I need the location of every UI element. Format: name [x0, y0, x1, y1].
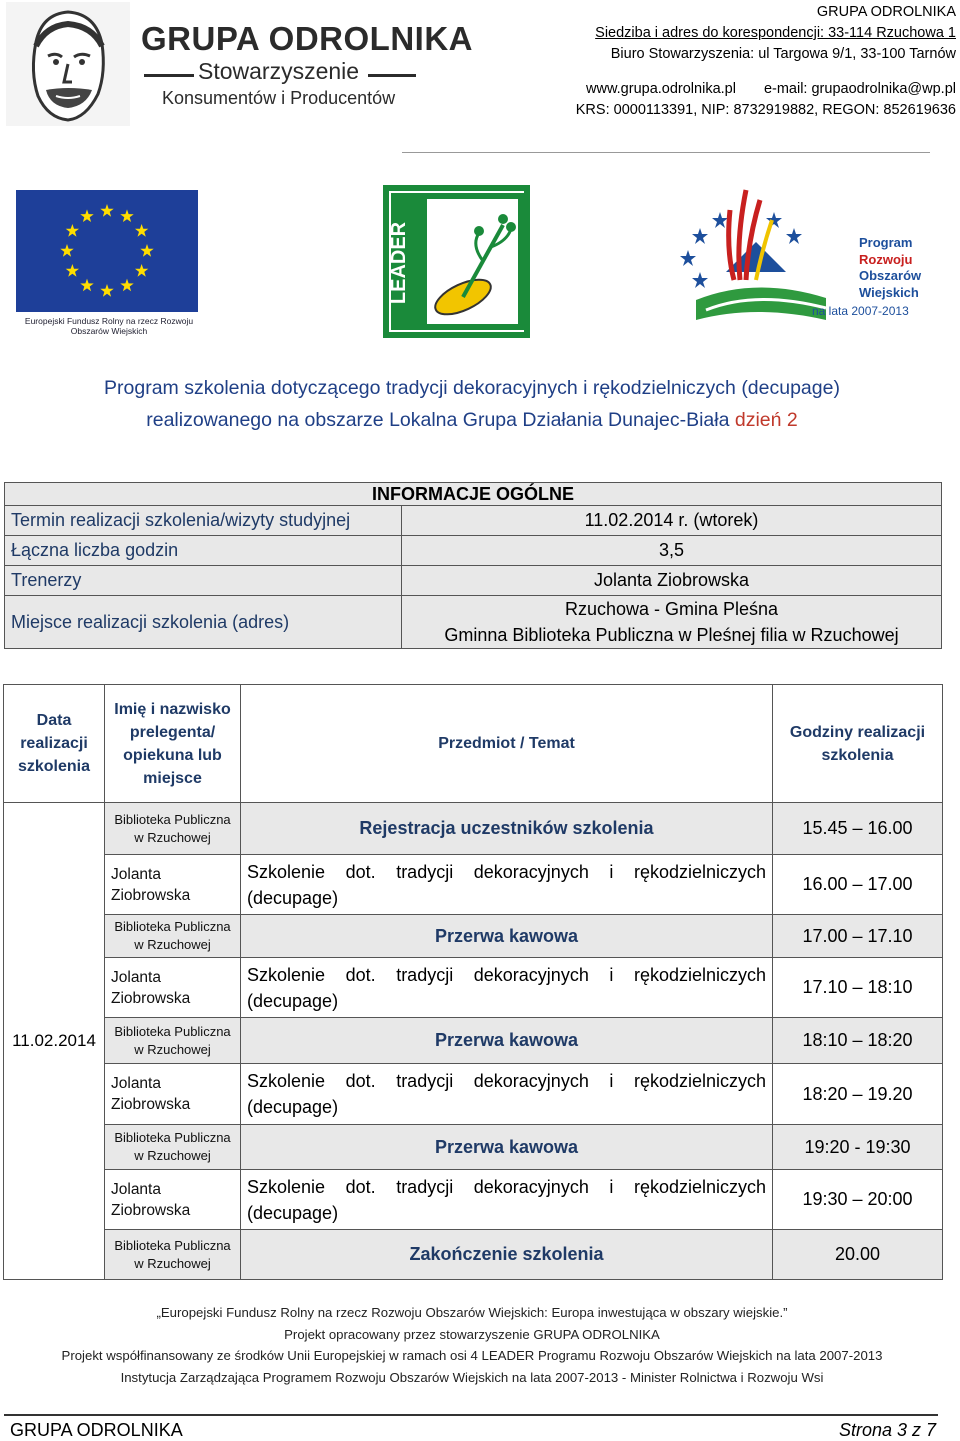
eu-caption: Europejski Fundusz Rolny na rzecz Rozwoju Obszarów Wiejskich	[24, 316, 194, 336]
leader-emblem-icon	[383, 185, 530, 338]
info-value: 3,5	[402, 536, 942, 566]
org-name: GRUPA ODROLNIKA	[816, 4, 956, 20]
leader-logo	[383, 185, 530, 338]
info-value: 11.02.2014 r. (wtorek)	[402, 506, 942, 536]
footer-org-name: GRUPA ODROLNIKA	[10, 1420, 183, 1440]
table-row	[4, 803, 943, 855]
farmer-face-icon	[6, 2, 130, 126]
row-hours: 18:20 – 19.20	[773, 1064, 943, 1125]
org-registration-ids: KRS: 0000113391, NIP: 8732919882, REGON: 852619636	[575, 102, 956, 118]
info-value-line: Rzuchowa - Gmina Pleśna	[564, 599, 779, 619]
info-value-line: Gminna Biblioteka Publiczna w Pleśnej filia w Rzuchowej	[444, 625, 899, 645]
row-hours: 20.00	[773, 1230, 943, 1280]
eu-star-icon	[60, 244, 73, 257]
eu-star-icon	[66, 264, 79, 277]
row-hours: 17.10 – 18:10	[773, 958, 943, 1018]
row-hours: 19:20 - 19:30	[773, 1125, 943, 1170]
prow-logo	[676, 180, 936, 330]
row-subject: Szkolenie dot. tradycji dekoracyjnych i rękodzielniczych (decupage)	[241, 1064, 773, 1125]
schedule-table	[3, 684, 943, 1280]
prow-title	[859, 235, 921, 301]
table-row	[4, 958, 943, 1018]
logo-divider	[144, 74, 194, 77]
org-website-link[interactable]: www.grupa.odrolnika.pl	[586, 81, 736, 97]
row-subject: Szkolenie dot. tradycji dekoracyjnych i rękodzielniczych (decupage)	[241, 1170, 773, 1230]
eu-stars-icon	[16, 190, 198, 312]
eu-star-icon	[120, 279, 133, 292]
column-header-hours: Godziny realizacji szkolenia	[773, 685, 943, 803]
table-row	[4, 1170, 943, 1230]
org-office-address: Biuro Stowarzyszenia: ul Targowa 9/1, 33-100 Tarnów	[610, 46, 956, 62]
row-trainer: Jolanta Ziobrowska	[105, 1170, 241, 1230]
row-hours: 17.00 – 17.10	[773, 915, 943, 958]
organization-contact	[576, 2, 956, 121]
eu-star-icon	[80, 209, 93, 222]
row-trainer: Jolanta Ziobrowska	[105, 958, 241, 1018]
row-location: Biblioteka Publiczna w Rzuchowej	[105, 1018, 241, 1064]
eu-flag-logo	[16, 190, 198, 340]
prow-line: Rozwoju	[859, 251, 913, 267]
row-subject: Przerwa kawowa	[241, 1125, 773, 1170]
table-row	[4, 855, 943, 915]
eu-star-icon	[135, 264, 148, 277]
leader-text: LEADER	[388, 221, 410, 305]
row-trainer: Jolanta Ziobrowska	[105, 855, 241, 915]
schedule-date: 11.02.2014	[4, 803, 105, 1280]
eu-star-icon	[100, 204, 113, 217]
logo-subtitle: Stowarzyszenie	[198, 58, 360, 84]
footer-line: Projekt opracowany przez stowarzyszenie GRUPA ODROLNIKA	[284, 1326, 660, 1342]
eu-star-icon	[100, 284, 113, 297]
info-heading: INFORMACJE OGÓLNE	[5, 483, 942, 506]
row-hours: 18:10 – 18:20	[773, 1018, 943, 1064]
page-number: Strona 3 z 7	[838, 1420, 936, 1440]
logo-name: GRUPA ODROLNIKA	[141, 20, 473, 57]
row-subject: Przerwa kawowa	[241, 915, 773, 958]
row-location: Biblioteka Publiczna w Rzuchowej	[105, 1125, 241, 1170]
row-location: Biblioteka Publiczna w Rzuchowej	[105, 915, 241, 958]
info-label: Miejsce realizacji szkolenia (adres)	[5, 596, 402, 649]
row-hours: 16.00 – 17.00	[773, 855, 943, 915]
row-trainer: Jolanta Ziobrowska	[105, 1064, 241, 1125]
row-hours: 15.45 – 16.00	[773, 803, 943, 855]
row-location: Biblioteka Publiczna w Rzuchowej	[105, 1230, 241, 1280]
eu-star-icon	[120, 209, 133, 222]
title-line-2	[0, 404, 944, 436]
org-email-link[interactable]: e-mail: grupaodrolnika@wp.pl	[763, 81, 956, 97]
row-subject: Zakończenie szkolenia	[241, 1230, 773, 1280]
info-label: Trenerzy	[5, 566, 402, 596]
eu-star-icon	[140, 244, 153, 257]
table-row	[4, 1230, 943, 1280]
table-row	[4, 1018, 943, 1064]
table-row	[4, 915, 943, 958]
org-address: Siedziba i adres do korespondencji: 33-114 Rzuchowa 1	[595, 25, 956, 41]
row-subject: Przerwa kawowa	[241, 1018, 773, 1064]
prow-line: Wiejskich	[859, 284, 919, 300]
eu-star-icon	[80, 279, 93, 292]
footer-line: Projekt współfinansowany ze środków Unii Europejskiej w ramach osi 4 LEADER Programu Rozwoju Obszarów Wiejskich na lata 2007-2013	[61, 1348, 883, 1363]
info-value: Jolanta Ziobrowska	[402, 566, 942, 596]
page-title	[0, 372, 944, 436]
row-subject: Szkolenie dot. tradycji dekoracyjnych i rękodzielniczych (decupage)	[241, 958, 773, 1018]
row-subject: Szkolenie dot. tradycji dekoracyjnych i rękodzielniczych (decupage)	[241, 855, 773, 915]
column-header-date: Data realizacji szkolenia	[4, 685, 105, 803]
title-day-highlight: dzień 2	[734, 409, 798, 431]
title-line-1: Program szkolenia dotyczącego tradycji dekoracyjnych i rękodzielniczych (decupage)	[104, 377, 840, 399]
general-info-table	[4, 482, 942, 649]
row-hours: 19:30 – 20:00	[773, 1170, 943, 1230]
column-header-person: Imię i nazwisko prelegenta/ opiekuna lub miejsce	[105, 685, 241, 803]
header-divider	[402, 152, 930, 153]
prow-line: Obszarów	[859, 268, 922, 283]
footer-line: Instytucja Zarządzająca Programem Rozwoju Obszarów Wiejskich na lata 2007-2013 - Minister Rolnictwa i Rozwoju Wsi	[120, 1369, 824, 1385]
row-subject: Rejestracja uczestników szkolenia	[241, 803, 773, 855]
info-label: Termin realizacji szkolenia/wizyty studyjnej	[5, 506, 402, 536]
eu-flag	[16, 190, 198, 312]
eu-star-icon	[66, 224, 79, 237]
prow-line: Program	[859, 235, 913, 250]
column-header-subject: Przedmiot / Temat	[241, 685, 773, 803]
row-location: Biblioteka Publiczna w Rzuchowej	[105, 803, 241, 855]
info-value	[402, 596, 942, 649]
info-label: Łączna liczba godzin	[5, 536, 402, 566]
table-row	[4, 1125, 943, 1170]
table-row	[4, 1064, 943, 1125]
organization-logo	[6, 2, 473, 126]
prow-years: na lata 2007-2013	[812, 304, 909, 318]
eu-star-icon	[135, 224, 148, 237]
logo-subtitle-2: Konsumentów i Producentów	[162, 88, 396, 108]
title-text: realizowanego na obszarze Lokalna Grupa Działania Dunajec-Biała	[146, 409, 730, 431]
logo-divider	[368, 74, 416, 77]
footer-line: „Europejski Fundusz Rolny na rzecz Rozwoju Obszarów Wiejskich: Europa inwestująca w obszary wiejskie.”	[156, 1305, 788, 1320]
footer-divider	[4, 1414, 938, 1416]
funding-footer	[0, 1302, 944, 1388]
